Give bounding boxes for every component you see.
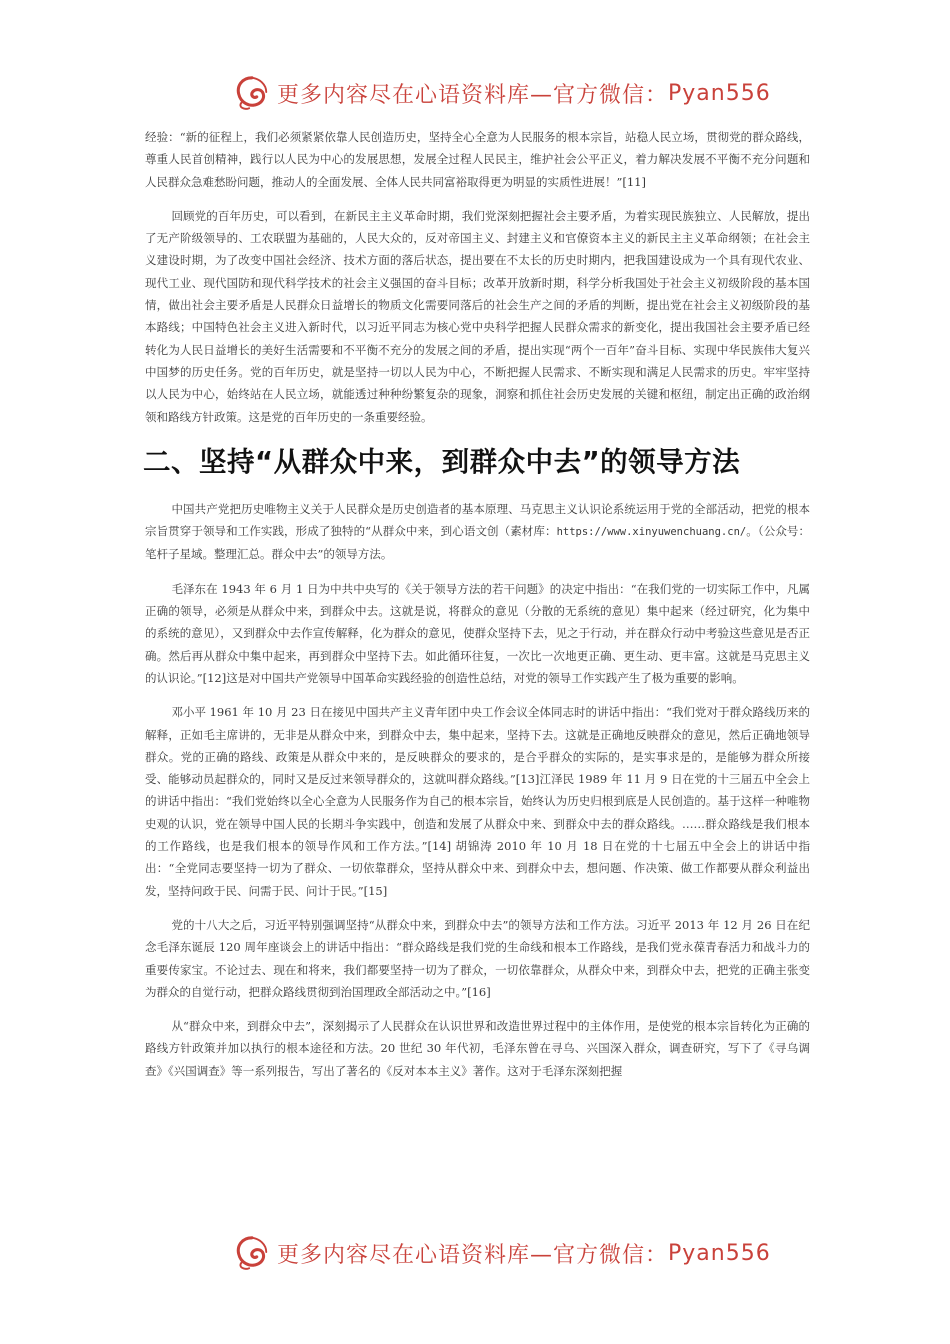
paragraph-intro: [145, 498, 810, 566]
intro-text: 中国共产党把历史唯物主义关于人民群众是历史创造者的基本原理、马克思主义认识论系统运用于党的全部活动，把党的根本宗旨贯穿于领导和工作实践，形成了独特的“从群众中来，到心语文创（素材库：: [145, 501, 810, 539]
document-body: [145, 126, 810, 1094]
paragraph-xi: 党的十八大之后，习近平特别强调坚持“从群众中来，到群众中去”的领导方法和工作方法。习近平 2013 年 12 月 26 日在纪念毛泽东诞辰 120 周年座谈会上的讲话中指出：“群众路线是我们党的生命线和根本工作路线，是我们党永葆青春活力和战斗力的重要传家宝。不论过去、现在和将来，我们都要坚持一切为了群众，一切依靠群众，从群众中来，到群众中去，把党的正确主张变为群众的自觉行动，把群众路线贯彻到治国理政全部活动之中。”[16]: [145, 917, 810, 999]
header-banner: [0, 70, 950, 116]
banner-text: 更多内容尽在心语资料库—官方微信：: [277, 82, 669, 108]
red-swirl-logo-icon: [233, 1234, 271, 1272]
paragraph-2: 回顾党的百年历史，可以看到，在新民主主义革命时期，我们党深刻把握社会主要矛盾，为着实现民族独立、人民解放，提出了无产阶级领导的、工农联盟为基础的，人民大众的，反对帝国主义、封建主义和官僚资本主义的新民主主义革命纲领；在社会主义建设时期，为了改变中国社会经济、技术方面的落后状态，提出要在不太长的历史时期内，把我国建设成为一个具有现代农业、现代工业、现代国防和现代科学技术的社会主义强国的奋斗目标；改革开放新时期，科学分析我国处于社会主义初级阶段的基本国情，做出社会主要矛盾是人民群众日益增长的物质文化需要同落后的社会生产之间的矛盾的判断，提出党在社会主义初级阶段的基本路线；中国特色社会主义进入新时代，以习近平同志为核心党中央科学把握人民群众需求的新变化，提出我国社会主要矛盾已经转化为人民日益增长的美好生活需要和不平衡不充分的发展之间的矛盾，提出实现“两个一百年”奋斗目标、实现中华民族伟大复兴中国梦的历史任务。党的百年历史，就是坚持一切以人民为中心，不断把握人民需求、不断实现和满足人民需求的历史。牢牢坚持以人民为中心，始终站在人民立场，就能透过种种纷繁复杂的现象，洞察和抓住社会历史发展的关键和枢纽，制定出正确的政治纲领和路线方针政策。这是党的百年历史的一条重要经验。: [145, 208, 810, 424]
paragraph-deng: 邓小平 1961 年 10 月 23 日在接见中国共产主义青年团中央工作会议全体同志时的讲话中指出：“我们党对于群众路线历来的解释，正如毛主席讲的，无非是从群众中来，到群众中去，集中起来，坚持下去。这就是正确地反映群众的意见，然后正确地领导群众。党的正确的路线、政策是从群众中来的，是反映群众的要求的，是合乎群众的实际的，是实事求是的，是能够为群众所接受、能够动员起群众的，同时又是反过来领导群众的，这就叫群众路线。”[13]江泽民 1989 年 11 月 9 日在党的十三届五中全会上的讲话中指出：“我们党始终以全心全意为人民服务作为自己的根本宗旨，始终认为历史归根到底是人民创造的。基于这样一种唯物史观的认识，党在领导中国人民的长期斗争实践中，创造和发展了从群众中来、到群众中去的群众路线。……群众路线是我们根本的工作路线，也是我们根本的领导作风和工作方法。”[14] 胡锦涛 2010 年 10 月 18 日在党的十七届五中全会上的讲话中指出：“全党同志要坚持一切为了群众、一切依靠群众，坚持从群众中来、到群众中去，想问题、作决策、做工作都要从群众利益出发，坚持问政于民、问需于民、问计于民。”[15]: [145, 705, 810, 898]
intro-text-after: 。（公众号：笔杆子星域。整理汇总。群众中去”的领导方法。: [145, 524, 810, 562]
paragraph-1: 经验：“新的征程上，我们必须紧紧依靠人民创造历史，坚持全心全意为人民服务的根本宗旨，站稳人民立场，贯彻党的群众路线，尊重人民首创精神，践行以人民为中心的发展思想，发展全过程人民民主，维护社会公平正义，着力解决发展不平衡不充分问题和人民群众急难愁盼问题，推动人的全面发展、全体人民共同富裕取得更为明显的实质性进展！”[11]: [145, 130, 810, 189]
banner-wechat-id: Pyan556: [668, 1240, 771, 1266]
paragraph-mao: 毛泽东在 1943 年 6 月 1 日为中共中央写的《关于领导方法的若干问题》的决定中指出：“在我们党的一切实际工作中，凡属正确的领导，必须是从群众中来，到群众中去。这就是说，将群众的意见（分散的无系统的意见）集中起来（经过研究，化为集中的系统的意见），又到群众中去作宣传解释，化为群众的意见，使群众坚持下去，见之于行动，并在群众行动中考验这些意见是否正确。然后再从群众中集中起来，再到群众中坚持下去。如此循环往复，一次比一次地更正确、更生动、更丰富。这就是马克思主义的认识论。”[12]这是对中国共产党领导中国革命实践经验的创造性总结，对党的领导工作实践产生了极为重要的影响。: [145, 581, 810, 685]
footer-banner: [0, 1230, 950, 1276]
banner-text: 更多内容尽在心语资料库—官方微信：: [277, 1242, 669, 1268]
red-swirl-logo-icon: [233, 74, 271, 112]
source-url[interactable]: https://www.xinyuwenchuang.cn/: [556, 526, 747, 539]
paragraph-last: 从“群众中来，到群众中去”，深刻揭示了人民群众在认识世界和改造世界过程中的主体作用，是使党的根本宗旨转化为正确的路线方针政策并加以执行的根本途径和方法。20 世纪 30 年代初，毛泽东曾在寻乌、兴国深入群众，调查研究，写下了《寻乌调查》《兴国调查》等一系列报告，写出了著名的《反对本本主义》著作。这对于毛泽东深刻把握: [145, 1019, 810, 1078]
section-heading: 二、坚持“从群众中来，到群众中去”的领导方法: [143, 445, 741, 478]
banner-wechat-id: Pyan556: [668, 80, 771, 106]
